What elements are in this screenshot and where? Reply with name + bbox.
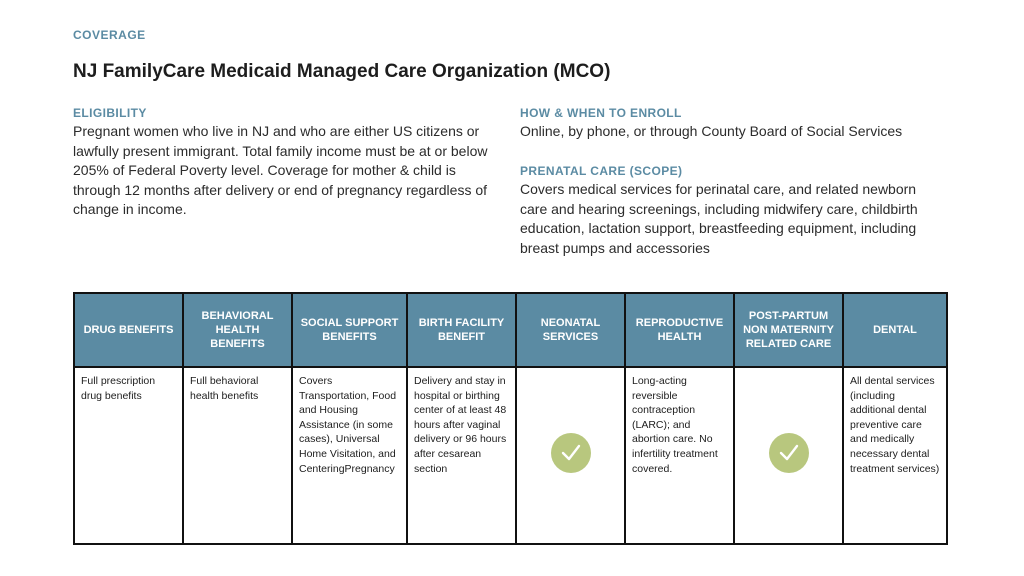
enroll-section bbox=[520, 106, 960, 142]
cell-social-support-benefits: Covers Transportation, Food and Housing Assistance (in some cases), Universal Home Visitation, and CenteringPregnancy bbox=[292, 367, 407, 544]
header-reproductive-health: REPRODUCTIVE HEALTH bbox=[625, 293, 734, 367]
header-drug-benefits: DRUG BENEFITS bbox=[74, 293, 183, 367]
checkmark-icon bbox=[769, 433, 809, 473]
eligibility-section bbox=[73, 106, 505, 220]
header-neonatal-services: NEONATAL SERVICES bbox=[516, 293, 625, 367]
prenatal-section bbox=[520, 164, 940, 258]
cell-birth-facility-benefit: Delivery and stay in hospital or birthing center of at least 48 hours after vaginal delivery or 96 hours after cesarean section bbox=[407, 367, 516, 544]
prenatal-text: Covers medical services for perinatal care, and related newborn care and hearing screenings, including midwifery care, childbirth education, lactation support, breastfeeding equipment, including breast pumps and accessories bbox=[520, 181, 918, 256]
enroll-label: HOW & WHEN TO ENROLL bbox=[520, 106, 682, 120]
header-post-partum-care: POST-PARTUM NON MATERNITY RELATED CARE bbox=[734, 293, 843, 367]
header-social-support-benefits: SOCIAL SUPPORT BENEFITS bbox=[292, 293, 407, 367]
cell-drug-benefits: Full prescription drug benefits bbox=[74, 367, 183, 544]
cell-reproductive-health: Long-acting reversible contraception (LARC); and abortion care. No infertility treatment covered. bbox=[625, 367, 734, 544]
benefits-table bbox=[73, 292, 948, 545]
table-header-row bbox=[74, 293, 947, 367]
cell-behavioral-health-benefits: Full behavioral health benefits bbox=[183, 367, 292, 544]
prenatal-label: PRENATAL CARE (SCOPE) bbox=[520, 164, 683, 178]
checkmark-icon bbox=[551, 433, 591, 473]
section-kicker: COVERAGE bbox=[73, 28, 146, 42]
enroll-text: Online, by phone, or through County Board of Social Services bbox=[520, 123, 903, 139]
eligibility-label: ELIGIBILITY bbox=[73, 106, 147, 120]
cell-post-partum-care bbox=[734, 367, 843, 544]
cell-dental: All dental services (including additional dental preventive care and medically necessary dental treatment services) bbox=[843, 367, 947, 544]
header-behavioral-health-benefits: BEHAVIORAL HEALTH BENEFITS bbox=[183, 293, 292, 367]
header-birth-facility-benefit: BIRTH FACILITY BENEFIT bbox=[407, 293, 516, 367]
cell-neonatal-services bbox=[516, 367, 625, 544]
page-title: NJ FamilyCare Medicaid Managed Care Organization (MCO) bbox=[73, 61, 611, 82]
eligibility-text: Pregnant women who live in NJ and who are either US citizens or lawfully present immigrant. Total family income must be at or below 205% of Federal Poverty level. Coverage for mother & child is through 12 months after delivery or end of pregnancy regardless of change in income. bbox=[73, 123, 488, 217]
header-dental: DENTAL bbox=[843, 293, 947, 367]
table-row bbox=[74, 367, 947, 544]
